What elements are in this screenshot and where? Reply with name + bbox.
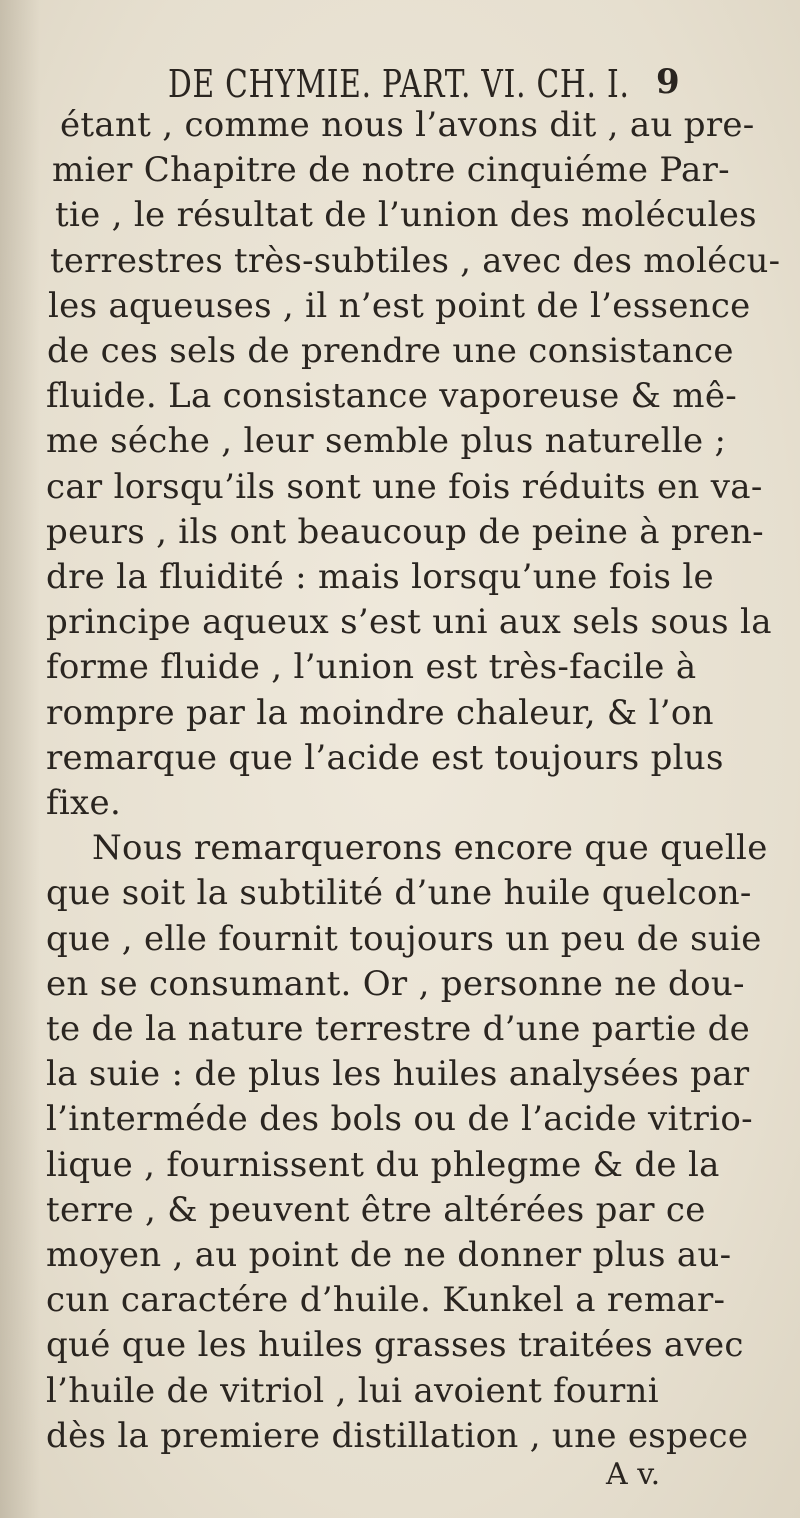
- text-line: car lorsqu’ils sont une fois réduits en va-: [46, 466, 763, 507]
- text-line: dès la premiere distillation , une espece: [46, 1415, 749, 1456]
- signature-mark: A v.: [606, 1457, 661, 1492]
- text-line: terre , & peuvent être altérées par ce: [46, 1189, 706, 1230]
- text-line: les aqueuses , il n’est point de l’essence: [48, 285, 751, 326]
- text-line: terrestres très-subtiles , avec des molécu-: [50, 240, 781, 281]
- text-line: que soit la subtilité d’une huile quelcon-: [46, 873, 752, 914]
- text-line: de ces sels de prendre une consistance: [47, 331, 734, 371]
- text-line: Nous remarquerons encore que quelle: [92, 828, 768, 869]
- text-line: cun caractére d’huile. Kunkel a remar-: [46, 1280, 726, 1321]
- text-line: fixe.: [46, 783, 122, 823]
- text-line: te de la nature terrestre d’une partie de: [46, 1009, 751, 1049]
- text-line: dre la fluidité : mais lorsqu’une fois le: [46, 557, 714, 597]
- text-line: qué que les huiles grasses traitées avec: [46, 1325, 744, 1366]
- text-line: l’interméde des bols ou de l’acide vitrio-: [46, 1099, 753, 1140]
- text-line: moyen , au point de ne donner plus au-: [46, 1235, 732, 1275]
- text-line: fluide. La consistance vaporeuse & mê-: [46, 376, 738, 417]
- text-line: étant , comme nous l’avons dit , au pre-: [60, 105, 755, 145]
- running-head: DE CHYMIE. PART. VI. CH. I.: [168, 62, 630, 106]
- text-line: en se consumant. Or , personne ne dou-: [46, 963, 745, 1004]
- text-line: l’huile de vitriol , lui avoient fourni: [46, 1370, 659, 1411]
- text-line: me séche , leur semble plus naturelle ;: [46, 421, 727, 462]
- page-number: 9: [656, 62, 680, 102]
- text-line: remarque que l’acide est toujours plus: [46, 737, 724, 778]
- text-line: mier Chapitre de notre cinquiéme Par-: [52, 150, 730, 191]
- text-line: principe aqueux s’est uni aux sels sous la: [46, 602, 772, 643]
- text-line: peurs , ils ont beaucoup de peine à pren-: [46, 511, 764, 552]
- text-line: que , elle fournit toujours un peu de suie: [46, 918, 762, 959]
- text-line: forme fluide , l’union est très-facile à: [46, 647, 697, 688]
- text-line: lique , fournissent du phlegme & de la: [46, 1144, 720, 1185]
- text-line: rompre par la moindre chaleur, & l’on: [46, 692, 714, 733]
- text-line: tie , le résultat de l’union des molécules: [55, 195, 757, 236]
- text-line: la suie : de plus les huiles analysées par: [46, 1054, 750, 1095]
